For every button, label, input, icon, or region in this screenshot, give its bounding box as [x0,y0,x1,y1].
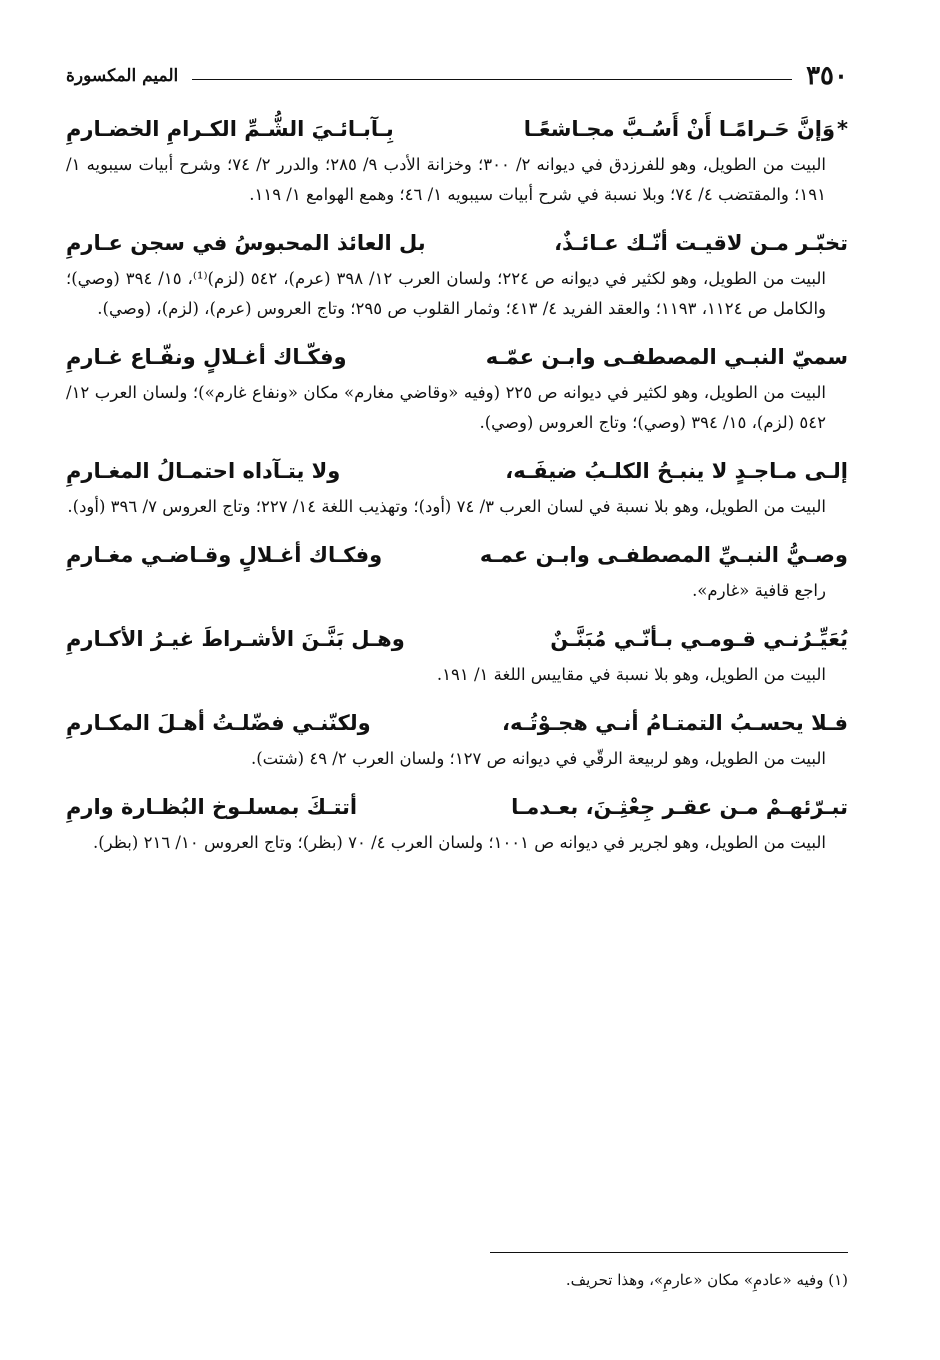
header-rule [192,79,792,80]
verse-line [66,534,848,576]
first-hemistich: وصـيُّ النبـيِّ المصطفـى وابـن عمـه [479,543,848,567]
first-hemistich: يُعَيِّـرُنـي قـومـي بـأنّـي مُبَنَّـنٌ [550,627,848,651]
verse-commentary: البيت من الطويل، وهو للفرزدق في ديوانه ٢/ ٣٠٠؛ وخزانة الأدب ٩/ ٢٨٥؛ والدرر ٢/ ٧٤؛ وشرح أبيات سيبويه ١/ ١٩١؛ والمقتضب ٤/ ٧٤؛ وبلا نسبة في شرح أبيات سيبويه ١/ ٤٦؛ وهمع الهوامع ١/ ١١٩. [66,155,826,204]
first-hemistich-text: وَإنَّ حَـرامًـا أَنْ أَسُـبَّ مجـاشعًـا [523,117,836,141]
verse-line [66,108,848,150]
verse-commentary: البيت من الطويل، وهو بلا نسبة في لسان العرب ٣/ ٧٤ (أود)؛ وتهذيب اللغة ١٤/ ٢٢٧؛ وتاج العروس ٧/ ٣٩٦ (أود). [67,497,826,516]
verse-entry [66,222,848,324]
page-header [66,58,848,94]
verse-entry [66,786,848,858]
verse-entry [66,618,848,690]
entries-list [66,108,848,870]
verse-commentary: البيت من الطويل، وهو بلا نسبة في مقاييس اللغة ١/ ١٩١. [436,665,826,684]
second-hemistich: أتتـكَ بمسلـوخ البُظـارة وارمِ [66,795,358,819]
verse-entry [66,702,848,774]
verse-line [66,702,848,744]
verse-commentary: البيت من الطويل، وهو لكثير في ديوانه ص ٢٢٥ (وفيه «وقاضي مغارم» مكان «ونفاع غارم»)؛ ولسان العرب ١٢/ ٥٤٢ (لزم)، ١٥/ ٣٩٤ (وصي)؛ وتاج العروس (وصي). [66,383,827,432]
verse-commentary: البيت من الطويل، وهو لجرير في ديوانه ص ١٠٠١؛ ولسان العرب ٤/ ٧٠ (بظر)؛ وتاج العروس ١٠/ ٢١٦ (بظر). [92,833,826,852]
verse-line [66,222,848,264]
first-hemistich: إلـى مـاجـدٍ لا ينبـحُ الكلـبُ ضيفَـه، [505,459,848,483]
verse-line [66,618,848,660]
footnote-rule [490,1252,848,1253]
verse-entry [66,336,848,438]
first-hemistich: سميّ النبـي المصطفـى وابـن عمّـه [485,345,848,369]
second-hemistich: وفكـاك أغـلالٍ وقـاضـي مغـارمِ [66,543,383,567]
first-hemistich: فـلا يحسـبُ التمتـامُ أنـي هجـوْتُـه، [502,711,848,735]
verse-commentary: راجع قافية «غارم». [692,581,826,600]
second-hemistich: بل العائذ المحبوسُ في سجن عـارمِ [66,231,426,255]
verse-entry [66,450,848,522]
second-hemistich: بِـآبـائـيَ الشُّـمِّ الكـرامِ الخضـارمِ [66,117,394,141]
verse-entry [66,108,848,210]
second-hemistich: ولكنّنـي فضّلـتُ أهـلَ المكـارمِ [66,711,371,735]
verse-commentary: البيت من الطويل، وهو لربيعة الرقّي في ديوانه ص ١٢٧؛ ولسان العرب ٢/ ٤٩ (شتت). [250,749,826,768]
verse-entry [66,534,848,606]
verse-line [66,786,848,828]
verse-line [66,336,848,378]
second-hemistich: وهـل بَنَّـنَ الأشـراطَ غيـرُ الأكـارمِ [66,627,405,651]
star-marker: * [837,117,848,141]
first-hemistich: تخبّـر مـن لاقيـت أنّـك عـائـذٌ، [554,231,848,255]
verse-line [66,450,848,492]
footnote: (١) وفيه «عادمِ» مكان «عارمِ»، وهذا تحريف. [565,1271,848,1289]
second-hemistich: وفكّـاك أغـلالٍ ونفّـاع غـارمِ [66,345,347,369]
running-title: الميم المكسورة [66,66,179,86]
first-hemistich: تبـرّئهـمْ مـن عقـر جِعْثِـنَ، بعـدمـا [511,795,848,819]
page-number: ٣٥٠ [806,61,848,91]
first-hemistich [524,108,848,150]
verse-commentary: البيت من الطويل، وهو لكثير في ديوانه ص ٢٢٤؛ ولسان العرب ١٢/ ٣٩٨ (عرم)، ٥٤٢ (لزم)⁽¹⁾، ١٥/ ٣٩٤ (وصي)؛ والكامل ص ١١٢٤، ١١٩٣؛ والعقد الفريد ٤/ ٤١٣؛ وثمار القلوب ص ٢٩٥؛ وتاج العروس (عرم)، (لزم)، (وصي). [66,269,826,318]
second-hemistich: ولا يتـآداه احتمـالُ المغـارمِ [66,459,341,483]
